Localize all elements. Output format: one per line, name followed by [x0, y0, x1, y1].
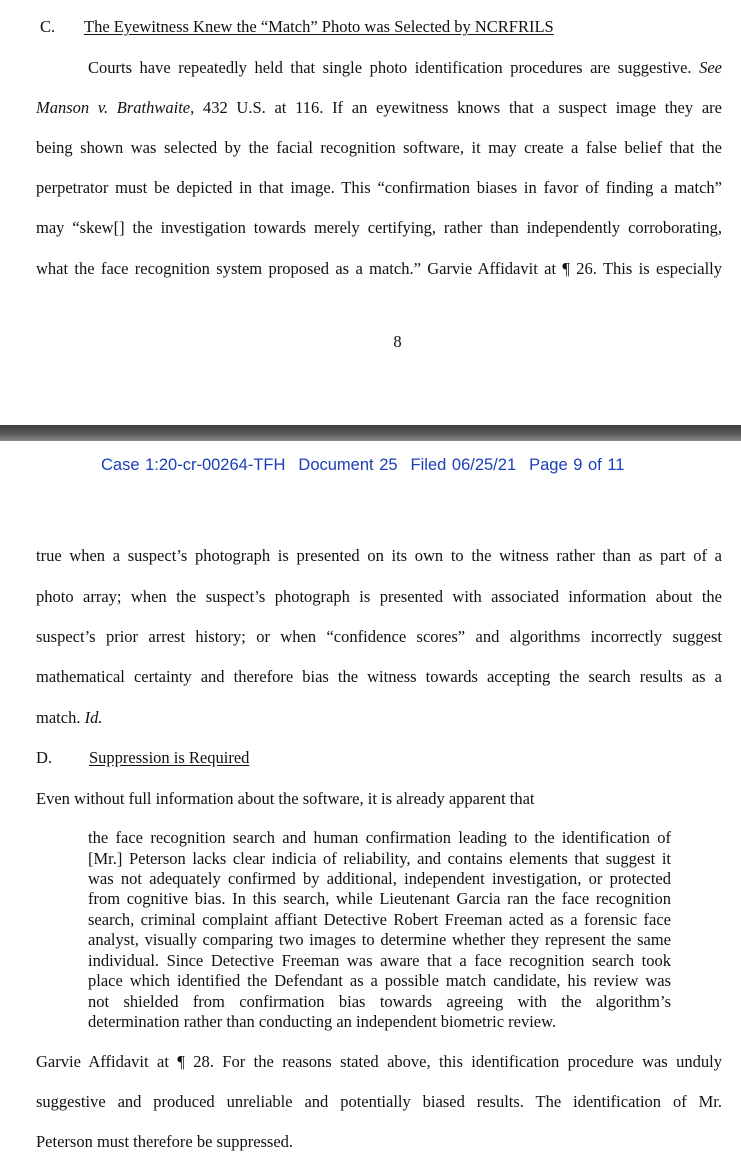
id-citation: Id.: [84, 708, 103, 727]
para1-line4: perpetrator must be depicted in that image. This “confirmation biases in favor of finding a match”: [36, 178, 722, 197]
intro-line: Even without full information about the software, it is already apparent that: [36, 789, 535, 808]
quote-line4: from cognitive bias. In this search, while Lieutenant Garcia ran the face recognition: [88, 889, 671, 908]
page-number: 8: [393, 332, 402, 351]
quote-line8: place which identified the Defendant as a possible match candidate, his review was: [88, 971, 671, 990]
quote-line3: was not adequately confirmed by additional, independent investigation, or protected: [88, 869, 671, 888]
section-d-letter: D.: [36, 748, 53, 767]
quote-line6: analyst, visually comparing two images to determine whether they represent the same: [88, 930, 671, 949]
quote-line1: the face recognition search and human confirmation leading to the identification of: [88, 828, 671, 847]
page-count: Page 9 of 11: [529, 456, 625, 474]
para2-line2: photo array; when the suspect’s photograph is presented with associated information about the: [36, 587, 722, 606]
para1-l1-text: Courts have repeatedly held that single photo identification procedures are suggestive.: [88, 58, 692, 77]
case-header: [101, 456, 624, 475]
case-citation: Manson v. Brathwaite: [36, 98, 191, 117]
section-c-letter: C.: [40, 17, 56, 36]
document-number: Document 25: [298, 456, 398, 474]
para1-line2: [36, 98, 722, 118]
para1-l2-text: , 432 U.S. at 116. If an eyewitness knows that a suspect image they are: [190, 98, 722, 117]
para2-line1: true when a suspect’s photograph is presented on its own to the witness rather than as part of a: [36, 546, 722, 565]
para3-line2: suggestive and produced unreliable and potentially biased results. The identification of Mr.: [36, 1092, 722, 1111]
para3-line1: Garvie Affidavit at ¶ 28. For the reasons stated above, this identification procedure was unduly: [36, 1052, 722, 1071]
section-d-title: Suppression is Required: [89, 748, 250, 767]
para2-l5-text: match.: [36, 708, 81, 727]
quote-line10: determination rather than conducting an independent biometric review.: [88, 1012, 557, 1031]
section-c-heading: [40, 17, 554, 37]
para1-l1-see: See: [699, 58, 722, 77]
para3-line3: Peterson must therefore be suppressed.: [36, 1132, 294, 1151]
quote-line9: not shielded from confirmation bias towards agreeing with the algorithm’s: [88, 992, 671, 1011]
quote-line2: [Mr.] Peterson lacks clear indicia of reliability, and contains elements that suggest it: [88, 849, 671, 868]
para1-line3: being shown was selected by the facial recognition software, it may create a false belief that the: [36, 138, 722, 157]
para2-line5: [36, 708, 722, 728]
page-divider: [0, 425, 741, 441]
para1-line5: may “skew[] the investigation towards merely certifying, rather than independently corroborating,: [36, 218, 722, 237]
para2-line3: suspect’s prior arrest history; or when “confidence scores” and algorithms incorrectly suggest: [36, 627, 722, 646]
para1-line1: [88, 58, 722, 78]
quote-line7: individual. Since Detective Freeman was aware that a face recognition search took: [88, 951, 671, 970]
para2-line4: mathematical certainty and therefore bias the witness towards accepting the search results as a: [36, 667, 722, 686]
section-c-title: The Eyewitness Knew the “Match” Photo was Selected by NCRFRILS: [84, 17, 554, 36]
quote-line5: search, criminal complaint affiant Detective Robert Freeman acted as a forensic face: [88, 910, 671, 929]
section-d-heading: [36, 748, 249, 768]
filed-date: Filed 06/25/21: [410, 456, 517, 474]
para1-line6: what the face recognition system proposed as a match.” Garvie Affidavit at ¶ 26. This is especially: [36, 259, 722, 278]
case-number: Case 1:20-cr-00264-TFH: [101, 456, 286, 474]
